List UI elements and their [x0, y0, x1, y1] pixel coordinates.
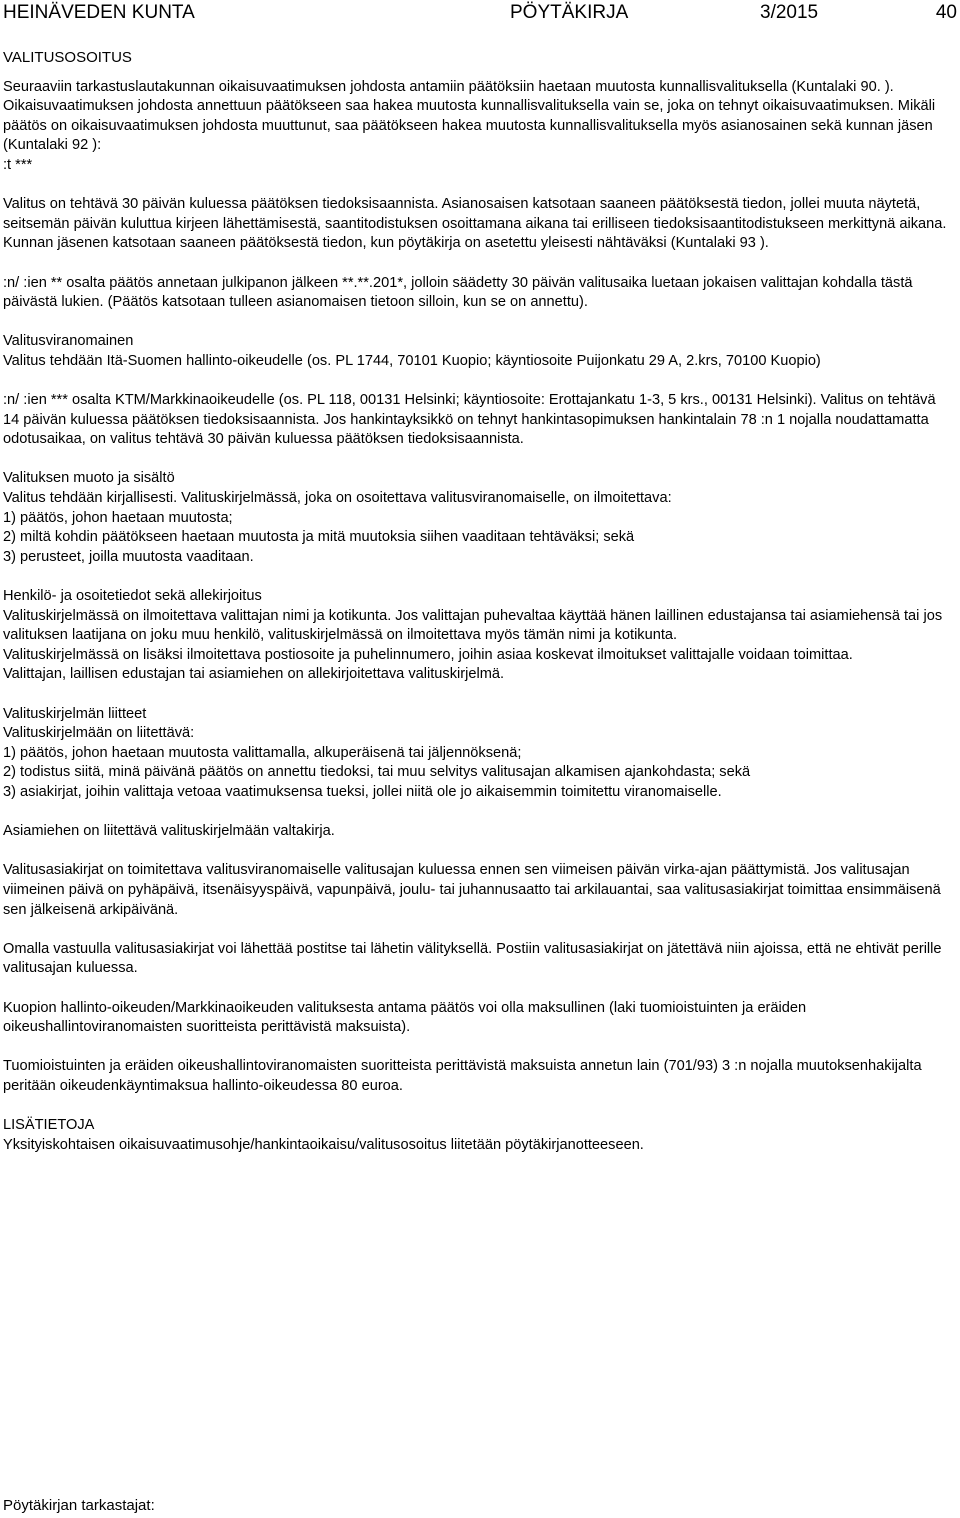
list-item: 1) päätös, johon haetaan muutosta; [3, 509, 233, 526]
more-info-heading: LISÄTIETOJA [3, 1117, 95, 1134]
signature-text-1: Valituskirjelmässä on ilmoitettava valittajan nimi ja kotikunta. Jos valittajan puhevaltaa käyttää hänen laillinen edustajansa tai asiamiehensä tai jos valituksen laatijana on joku muu henkilö, valituskirjelmässä on ilmoitettava myös tämän nimi ja kotikunta. [3, 607, 943, 644]
mail-paragraph: Omalla vastuulla valitusasiakirjat voi lähettää postitse tai lähetin välityksellä. Postiin valitusasiakirjat on jätettävä niin ajoissa, että ne ehtivät perille valitusajan kuluessa. [3, 940, 942, 977]
meeting-number: 3/2015 [760, 2, 819, 23]
market-court-paragraph: :n/ :ien *** osalta KTM/Markkinaoikeudelle (os. PL 118, 00131 Helsinki; käyntiosoite: Erottajankatu 1-3, 5 krs., 00131 Helsinki). Valitus on tehtävä 14 päivän kuluessa päätöksen tiedoksisaannista. Jos hankintayksikkö on tehnyt hankintasopimuksen hankintalain 78 :n 1 nojalla noudattamatta odotusaikaa, on valitus tehtävä 30 päivän kuluessa päätöksen tiedoksisaannista. [3, 392, 936, 448]
court-fee-paragraph: Tuomioistuinten ja eräiden oikeushallintoviranomaisten suoritteista perittävistä maksuista annetun lain (701/93) 3 :n nojalla muutoksenhakijalta peritään oikeudenkäyntimaksua hallinto-oikeudessa 80 euroa. [3, 1058, 922, 1094]
list-item: 2) miltä kohdin päätökseen haetaan muutosta ja mitä muutoksia siihen vaaditaan tehtäväksi; sekä [3, 529, 635, 546]
reviewers-label: Pöytäkirjan tarkastajat: [3, 1497, 155, 1514]
organization-name: HEINÄVEDEN KUNTA [3, 2, 195, 23]
document-type: PÖYTÄKIRJA [510, 2, 629, 23]
signature-text-2: Valituskirjelmässä on lisäksi ilmoitettava postiosoite ja puhelinnumero, joihin asiaa koskevat ilmoitukset valittajalle voidaan toimittaa. [3, 646, 853, 663]
form-content-heading: Valituksen muoto ja sisältö [3, 470, 175, 487]
page-header [0, 0, 960, 26]
list-item: 3) asiakirjat, joihin valittaja vetoaa vaatimuksensa tueksi, jollei niitä ole jo aikaisemmin toimitettu viranomaiselle. [3, 783, 722, 800]
list-item: 2) todistus siitä, minä päivänä päätös on annettu tiedoksi, tai muu selvitys valitusajan alkamisen ajankohdasta; sekä [3, 764, 751, 781]
intro-paragraph: Seuraaviin tarkastuslautakunnan oikaisuvaatimuksen johdosta antamiin päätöksiin haetaan muutosta kunnallisvalituksella (Kuntalaki 90. ). Oikaisuvaatimuksen johdosta annettuun päätökseen saa hakea muutosta kunnallisvalituksella vain se, joka on tehnyt oikaisuvaatimuksen. Mikäli päätös on oikaisuvaatimuksen johdosta muuttunut, saa päätökseen hakea muutosta kunnallisvalituksella myös asianosainen sekä kunnan jäsen (Kuntalaki 92 ): [3, 78, 936, 154]
attachments-heading: Valituskirjelmän liitteet [3, 705, 147, 722]
decision-reference: :t *** [3, 156, 33, 173]
form-content-text: Valitus tehdään kirjallisesti. Valituskirjelmässä, joka on osoitettava valitusviranomaiselle, on ilmoitettava: [3, 490, 672, 507]
page-number: 40 [935, 2, 957, 23]
section-title: VALITUSOSOITUS [3, 49, 132, 66]
appeal-deadline-paragraph: Valitus on tehtävä 30 päivän kuluessa päätöksen tiedoksisaannista. Asianosaisen katsotaan saaneen päätöksestä tiedon, jollei muuta näytetä, seitsemän päivän kuluttua kirjeen lähettämisestä, saantitodistuksen osoittamana aikana tai erilliseen tiedoksisaantitodistukseen merkittynä aikana. Kunnan jäsenen katsotaan saaneen päätöksestä tiedon, kun pöytäkirja on asetettu yleisesti nähtäväksi (Kuntalaki 93 ). [3, 196, 947, 252]
list-item: 1) päätös, johon haetaan muutosta valittamalla, alkuperäisenä tai jäljennöksenä; [3, 744, 522, 761]
list-item: 3) perusteet, joilla muutosta vaaditaan. [3, 548, 254, 565]
authority-address: Valitus tehdään Itä-Suomen hallinto-oikeudelle (os. PL 1744, 70101 Kuopio; käyntiosoite Puijonkatu 29 A, 2.krs, 70100 Kuopio) [3, 352, 821, 369]
public-posting-paragraph: :n/ :ien ** osalta päätös annetaan julkipanon jälkeen **.**.201*, jolloin säädetty 30 päivän valitusaika luetaan jokaisen valittajan kohdalla tästä päivästä lukien. (Päätös katsotaan tulleen asianomaisen tietoon silloin, kun se on annettu). [3, 274, 913, 311]
signature-text-3: Valittajan, laillisen edustajan tai asiamiehen on allekirjoitettava valituskirjelmä. [3, 666, 505, 683]
delivery-paragraph: Valitusasiakirjat on toimitettava valitusviranomaiselle valitusajan kuluessa ennen sen viimeisen päivän virka-ajan päättymistä. Jos valitusajan viimeinen päivä on pyhäpäivä, itsenäisyyspäivä, vapunpäivä, joulu- tai juhannusaatto tai arkilauantai, saa valitusasiakirjat toimittaa ensimmäisenä sen jälkeisenä arkipäivänä. [3, 862, 941, 918]
attachments-intro: Valituskirjelmään on liitettävä: [3, 725, 195, 742]
fee-paragraph: Kuopion hallinto-oikeuden/Markkinaoikeuden valituksesta antama päätös voi olla maksullinen (laki tuomioistuinten ja eräiden oikeushallintoviranomaisten suoritteista perittävistä maksuista). [3, 999, 807, 1036]
power-of-attorney-paragraph: Asiamiehen on liitettävä valituskirjelmään valtakirja. [3, 823, 335, 840]
authority-heading: Valitusviranomainen [3, 333, 134, 350]
signature-heading: Henkilö- ja osoitetiedot sekä allekirjoitus [3, 588, 262, 605]
more-info-text: Yksityiskohtaisen oikaisuvaatimusohje/hankintaoikaisu/valitusosoitus liitetään pöytäkirjanotteeseen. [3, 1136, 644, 1153]
document-body [3, 48, 955, 1155]
